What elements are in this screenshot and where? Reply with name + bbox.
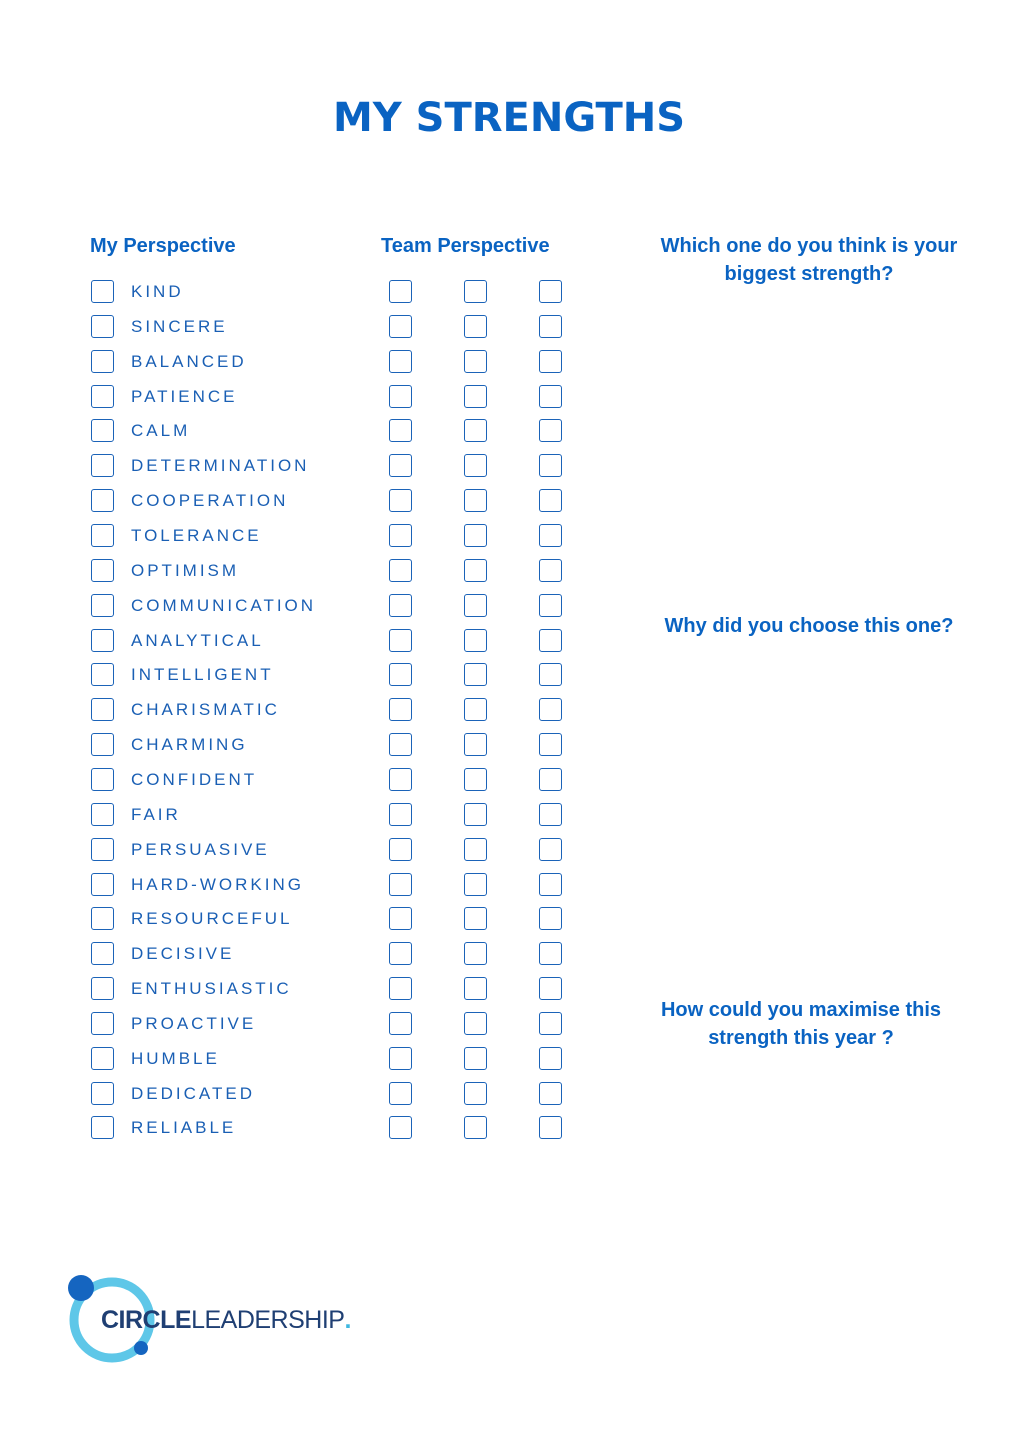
logo-dot: . <box>344 1306 351 1334</box>
team-perspective-checkbox-2[interactable] <box>464 454 487 477</box>
question-why-chosen: Why did you choose this one? <box>664 615 954 637</box>
team-perspective-checkbox-2[interactable] <box>464 1116 487 1139</box>
my-perspective-checkbox[interactable] <box>91 559 114 582</box>
team-perspective-checkbox-2[interactable] <box>464 803 487 826</box>
strength-label: CONFIDENT <box>131 769 258 789</box>
team-perspective-checkbox-3[interactable] <box>539 524 562 547</box>
team-perspective-checkbox-2[interactable] <box>464 907 487 930</box>
team-perspective-checkbox-2[interactable] <box>464 385 487 408</box>
my-perspective-checkbox[interactable] <box>91 594 114 617</box>
team-perspective-checkbox-2[interactable] <box>464 489 487 512</box>
team-perspective-checkbox-2[interactable] <box>464 524 487 547</box>
my-perspective-checkbox[interactable] <box>91 1082 114 1105</box>
strength-row <box>0 524 620 550</box>
question-maximise-strength: How could you maximise this strength this year ? <box>660 999 942 1049</box>
strength-row <box>0 1116 620 1142</box>
team-perspective-checkbox-3[interactable] <box>539 419 562 442</box>
team-perspective-checkbox-2[interactable] <box>464 873 487 896</box>
strength-row <box>0 733 620 759</box>
strength-row <box>0 803 620 829</box>
strength-row <box>0 907 620 933</box>
my-perspective-checkbox[interactable] <box>91 454 114 477</box>
strength-label: OPTIMISM <box>131 560 240 580</box>
logo-word-leadership: LEADERSHIP <box>191 1306 345 1334</box>
my-perspective-checkbox[interactable] <box>91 838 114 861</box>
my-perspective-checkbox[interactable] <box>91 873 114 896</box>
strength-label: FAIR <box>131 804 181 824</box>
team-perspective-checkbox-1[interactable] <box>389 977 412 1000</box>
strength-label: CHARISMATIC <box>131 700 280 720</box>
strength-label: RELIABLE <box>131 1118 237 1138</box>
strength-row <box>0 698 620 724</box>
team-perspective-checkbox-2[interactable] <box>464 1047 487 1070</box>
my-perspective-checkbox[interactable] <box>91 733 114 756</box>
team-perspective-checkbox-3[interactable] <box>539 838 562 861</box>
team-perspective-checkbox-2[interactable] <box>464 768 487 791</box>
question-biggest-strength: Which one do you think is your biggest strength? <box>660 235 958 285</box>
team-perspective-checkbox-2[interactable] <box>464 629 487 652</box>
strength-label: DECISIVE <box>131 944 235 964</box>
team-perspective-checkbox-1[interactable] <box>389 698 412 721</box>
team-perspective-checkbox-3[interactable] <box>539 1116 562 1139</box>
strength-row <box>0 1082 620 1108</box>
circle-leadership-logo <box>66 1274 386 1366</box>
strength-row <box>0 838 620 864</box>
strength-label: RESOURCEFUL <box>131 909 293 929</box>
strength-label: CHARMING <box>131 735 248 754</box>
strength-row <box>0 559 620 585</box>
team-perspective-checkbox-1[interactable] <box>389 838 412 861</box>
team-perspective-checkbox-2[interactable] <box>464 280 487 303</box>
strength-row <box>0 594 620 620</box>
team-perspective-checkbox-2[interactable] <box>464 559 487 582</box>
team-perspective-checkbox-3[interactable] <box>539 1012 562 1035</box>
logo-word-circle: CIRCLE <box>101 1306 192 1334</box>
strength-label: COMMUNICATION <box>131 595 317 615</box>
my-perspective-checkbox[interactable] <box>91 942 114 965</box>
strength-label: HUMBLE <box>131 1048 220 1068</box>
strength-row <box>0 629 620 655</box>
team-perspective-checkbox-1[interactable] <box>389 1012 412 1035</box>
logo-wordmark <box>101 1304 351 1336</box>
strength-label: DEDICATED <box>131 1083 255 1103</box>
team-perspective-checkbox-3[interactable] <box>539 1047 562 1070</box>
team-perspective-checkbox-2[interactable] <box>464 350 487 373</box>
team-perspective-checkbox-3[interactable] <box>539 663 562 686</box>
team-perspective-checkbox-1[interactable] <box>389 524 412 547</box>
strength-label: CALM <box>131 421 191 441</box>
team-perspective-checkbox-2[interactable] <box>464 698 487 721</box>
team-perspective-checkbox-1[interactable] <box>389 1082 412 1105</box>
my-perspective-checkbox[interactable] <box>91 1012 114 1035</box>
team-perspective-checkbox-1[interactable] <box>389 873 412 896</box>
strength-label: ANALYTICAL <box>131 630 264 650</box>
team-perspective-checkbox-3[interactable] <box>539 873 562 896</box>
my-perspective-checkbox[interactable] <box>91 1047 114 1070</box>
my-perspective-checkbox[interactable] <box>91 524 114 547</box>
team-perspective-checkbox-1[interactable] <box>389 907 412 930</box>
team-perspective-checkbox-1[interactable] <box>389 315 412 338</box>
team-perspective-checkbox-3[interactable] <box>539 1082 562 1105</box>
team-perspective-checkbox-3[interactable] <box>539 768 562 791</box>
team-perspective-checkbox-2[interactable] <box>464 733 487 756</box>
team-perspective-checkbox-1[interactable] <box>389 1116 412 1139</box>
team-perspective-checkbox-3[interactable] <box>539 629 562 652</box>
team-perspective-checkbox-3[interactable] <box>539 489 562 512</box>
strength-label: PATIENCE <box>131 386 238 406</box>
strength-row <box>0 942 620 968</box>
team-perspective-checkbox-2[interactable] <box>464 977 487 1000</box>
team-perspective-checkbox-2[interactable] <box>464 315 487 338</box>
strength-row <box>0 1012 620 1038</box>
team-perspective-checkbox-1[interactable] <box>389 803 412 826</box>
page-title: MY STRENGTHS <box>332 95 686 141</box>
team-perspective-checkbox-3[interactable] <box>539 594 562 617</box>
strength-row <box>0 350 620 376</box>
my-perspective-checkbox[interactable] <box>91 419 114 442</box>
my-perspective-checkbox[interactable] <box>91 629 114 652</box>
team-perspective-checkbox-3[interactable] <box>539 385 562 408</box>
strength-label: INTELLIGENT <box>131 665 274 685</box>
strength-label: PERSUASIVE <box>131 839 270 859</box>
strength-row <box>0 1047 620 1073</box>
team-perspective-checkbox-2[interactable] <box>464 1012 487 1035</box>
team-perspective-checkbox-1[interactable] <box>389 350 412 373</box>
strength-label: HARD-WORKING <box>131 874 304 894</box>
team-perspective-checkbox-3[interactable] <box>539 698 562 721</box>
team-perspective-checkbox-1[interactable] <box>389 385 412 408</box>
strength-label: BALANCED <box>131 351 247 371</box>
team-perspective-checkbox-2[interactable] <box>464 594 487 617</box>
team-perspective-checkbox-2[interactable] <box>464 1082 487 1105</box>
team-perspective-header: Team Perspective <box>381 235 550 257</box>
strength-row <box>0 280 620 306</box>
team-perspective-checkbox-3[interactable] <box>539 942 562 965</box>
strength-label: PROACTIVE <box>131 1013 257 1033</box>
team-perspective-checkbox-2[interactable] <box>464 942 487 965</box>
team-perspective-checkbox-1[interactable] <box>389 594 412 617</box>
my-perspective-checkbox[interactable] <box>91 489 114 512</box>
my-perspective-checkbox[interactable] <box>91 977 114 1000</box>
team-perspective-checkbox-1[interactable] <box>389 489 412 512</box>
team-perspective-checkbox-3[interactable] <box>539 350 562 373</box>
strength-label: KIND <box>131 282 184 301</box>
my-perspective-checkbox[interactable] <box>91 385 114 408</box>
my-perspective-checkbox[interactable] <box>91 907 114 930</box>
strength-row <box>0 873 620 899</box>
my-perspective-checkbox[interactable] <box>91 698 114 721</box>
my-perspective-checkbox[interactable] <box>91 663 114 686</box>
strength-row <box>0 977 620 1003</box>
team-perspective-checkbox-3[interactable] <box>539 280 562 303</box>
team-perspective-checkbox-1[interactable] <box>389 419 412 442</box>
team-perspective-checkbox-1[interactable] <box>389 1047 412 1070</box>
team-perspective-checkbox-1[interactable] <box>389 942 412 965</box>
team-perspective-checkbox-1[interactable] <box>389 280 412 303</box>
strength-row <box>0 419 620 445</box>
team-perspective-checkbox-1[interactable] <box>389 629 412 652</box>
team-perspective-checkbox-3[interactable] <box>539 559 562 582</box>
team-perspective-checkbox-3[interactable] <box>539 454 562 477</box>
strength-label: SINCERE <box>131 316 228 336</box>
strength-row <box>0 315 620 341</box>
team-perspective-checkbox-2[interactable] <box>464 419 487 442</box>
team-perspective-checkbox-1[interactable] <box>389 663 412 686</box>
strength-row <box>0 454 620 480</box>
my-perspective-checkbox[interactable] <box>91 280 114 303</box>
strength-label: DETERMINATION <box>131 456 310 476</box>
strength-row <box>0 489 620 515</box>
strength-row <box>0 768 620 794</box>
strength-row <box>0 663 620 689</box>
my-perspective-checkbox[interactable] <box>91 1116 114 1139</box>
team-perspective-checkbox-1[interactable] <box>389 454 412 477</box>
team-perspective-checkbox-3[interactable] <box>539 907 562 930</box>
strength-row <box>0 385 620 411</box>
my-perspective-checkbox[interactable] <box>91 350 114 373</box>
my-perspective-checkbox[interactable] <box>91 768 114 791</box>
team-perspective-checkbox-1[interactable] <box>389 733 412 756</box>
team-perspective-checkbox-3[interactable] <box>539 733 562 756</box>
team-perspective-checkbox-3[interactable] <box>539 803 562 826</box>
my-perspective-checkbox[interactable] <box>91 315 114 338</box>
team-perspective-checkbox-2[interactable] <box>464 838 487 861</box>
team-perspective-checkbox-3[interactable] <box>539 315 562 338</box>
team-perspective-checkbox-1[interactable] <box>389 768 412 791</box>
team-perspective-checkbox-1[interactable] <box>389 559 412 582</box>
strength-label: ENTHUSIASTIC <box>131 979 292 998</box>
my-perspective-checkbox[interactable] <box>91 803 114 826</box>
my-perspective-header: My Perspective <box>90 235 236 257</box>
strength-label: TOLERANCE <box>131 526 262 545</box>
strength-label: COOPERATION <box>131 491 289 511</box>
team-perspective-checkbox-3[interactable] <box>539 977 562 1000</box>
team-perspective-checkbox-2[interactable] <box>464 663 487 686</box>
